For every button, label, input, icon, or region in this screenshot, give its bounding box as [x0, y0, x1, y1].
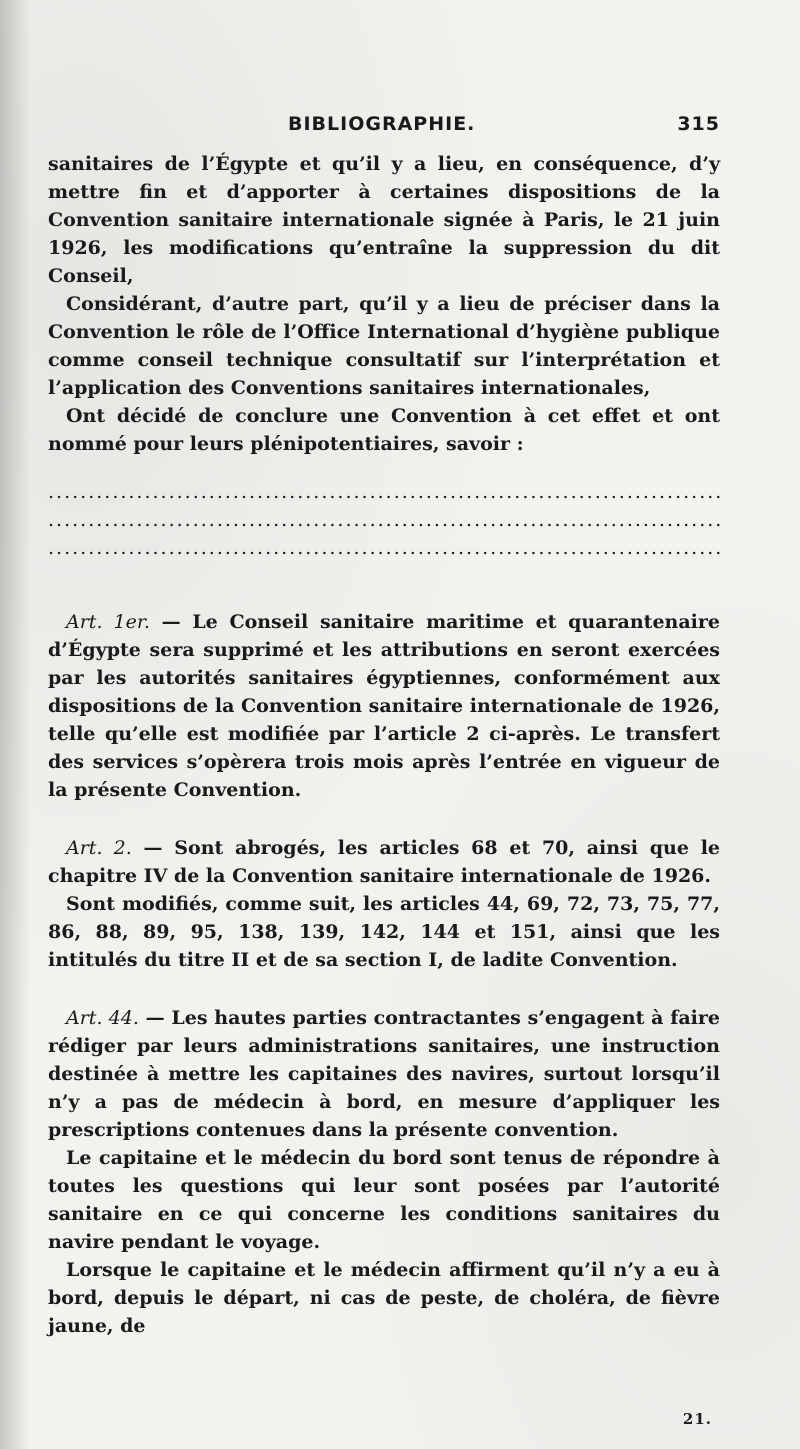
- article-1-label: Art. 1er.: [66, 611, 150, 633]
- paragraph-3: Ont décidé de conclure une Convention à cet effet et ont nommé pour leurs plénipotentiaires, savoir :: [48, 405, 720, 455]
- article-44-text: — Les hautes parties contractantes s’engagent à faire rédiger par leurs administrations sanitaires, une instruction destinée à mettre les capitaines des navires, surtout lorsqu’il n’y a pas de médecin à bord, en mesure d’appliquer les prescriptions contenues dans la présente convention.: [48, 1007, 720, 1141]
- article-44-label: Art. 44.: [66, 1007, 139, 1029]
- article-2: [48, 834, 720, 890]
- dotted-line-3: [48, 534, 720, 562]
- paragraph-2: Considérant, d’autre part, qu’il y a lieu de préciser dans la Convention le rôle de l’Office International d’hygiène publique comme conseil technique consultatif sur l’interprétation et l’application des Conventions sanitaires internationales,: [48, 293, 720, 399]
- page-edge-shadow: [0, 0, 30, 1449]
- dotted-line-2: [48, 506, 720, 534]
- article-1: [48, 608, 720, 804]
- article-44-paragraph-2: Le capitaine et le médecin du bord sont tenus de répondre à toutes les questions qui leur sont posées par l’autorité sanitaire en ce qui concerne les conditions sanitaires du navire pendant le voyage.: [48, 1147, 720, 1253]
- signature-mark: 21.: [682, 1410, 712, 1428]
- body-text: [48, 150, 720, 1340]
- dotted-line-1: [48, 478, 720, 506]
- article-44-paragraph-3: Lorsque le capitaine et le médecin affirment qu’il n’y a eu à bord, depuis le départ, ni cas de peste, de choléra, de fièvre jaune, de: [48, 1259, 720, 1337]
- article-1-text: — Le Conseil sanitaire maritime et quarantenaire d’Égypte sera supprimé et les attributions en seront exercées par les autorités sanitaires égyptiennes, conformément aux dispositions de la Convention sanitaire internationale de 1926, telle qu’elle est modifiée par l’article 2 ci-après. Le transfert des services s’opèrera trois mois après l’entrée en vigueur de la présente Convention.: [48, 611, 720, 801]
- running-title: BIBLIOGRAPHIE.: [288, 113, 476, 135]
- paragraph-1: sanitaires de l’Égypte et qu’il y a lieu, en conséquence, d’y mettre fin et d’apporter à certaines dispositions de la Convention sanitaire internationale signée à Paris, le 21 juin 1926, les modifications qu’entraîne la suppression du dit Conseil,: [48, 153, 720, 287]
- article-2-label: Art. 2.: [66, 837, 132, 859]
- article-2-paragraph-2: Sont modifiés, comme suit, les articles 44, 69, 72, 73, 75, 77, 86, 88, 89, 95, 138, 139, 142, 144 et 151, ainsi que les intitulés du titre II et de sa section I, de ladite Convention.: [48, 893, 720, 971]
- article-2-text: — Sont abrogés, les articles 68 et 70, ainsi que le chapitre IV de la Convention sanitaire internationale de 1926.: [48, 837, 720, 887]
- page-header: [50, 113, 720, 143]
- article-44: [48, 1004, 720, 1144]
- page-number: 315: [677, 113, 720, 135]
